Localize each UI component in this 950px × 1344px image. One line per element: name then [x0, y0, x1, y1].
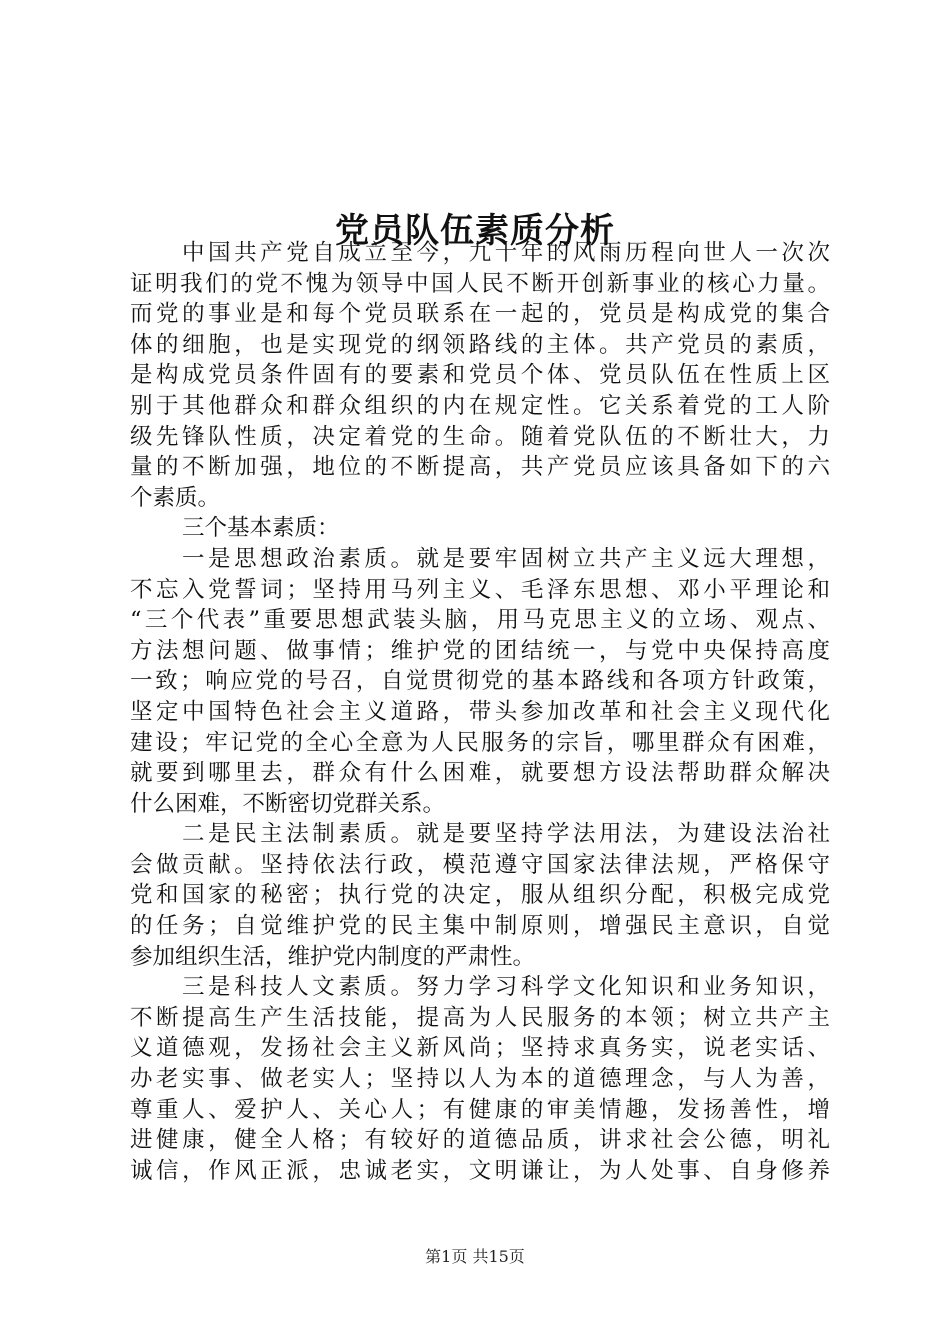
text-line: 方法想问题、做事情；维护党的团结统一，与党中央保持高度: [130, 637, 830, 664]
text-line: 党和国家的秘密；执行党的决定，服从组织分配，积极完成党: [130, 882, 830, 909]
text-line: 义道德观，发扬社会主义新风尚；坚持求真务实，说老实话、: [130, 1035, 830, 1062]
text-line: 会做贡献。坚持依法行政，模范遵守国家法律法规，严格保守: [130, 851, 830, 878]
text-line: 一是思想政治素质。就是要牢固树立共产主义远大理想，: [182, 545, 830, 572]
text-line: 量的不断加强，地位的不断提高，共产党员应该具备如下的六: [130, 454, 830, 481]
text-line: 建设；牢记党的全心全意为人民服务的宗旨，哪里群众有困难，: [130, 729, 830, 756]
page-title: 党员队伍素质分析: [335, 210, 615, 251]
text-line: 什么困难，不断密切党群关系。: [130, 790, 446, 817]
text-line: 是构成党员条件固有的要素和党员个体、党员队伍在性质上区: [130, 362, 830, 389]
text-line: 进健康，健全人格；有较好的道德品质，讲求社会公德，明礼: [130, 1127, 830, 1154]
document-body: [130, 238, 830, 1186]
text-line: “三个代表”重要思想武装头脑，用马克思主义的立场、观点、: [130, 607, 830, 634]
text-line: 参加组织生活，维护党内制度的严肃性。: [130, 943, 536, 970]
text-line: 一致；响应党的号召，自觉贯彻党的基本路线和各项方针政策，: [130, 668, 830, 695]
page-footer: 第1页 共15页: [425, 1247, 525, 1266]
text-line: 办老实事、做老实人；坚持以人为本的道德理念，与人为善，: [130, 1066, 830, 1093]
text-line: 别于其他群众和群众组织的内在规定性。它关系着党的工人阶: [130, 392, 830, 419]
text-line: 中国共产党自成立至今，九十年的风雨历程向世人一次次: [182, 240, 830, 266]
text-line: 不忘入党誓词；坚持用马列主义、毛泽东思想、邓小平理论和: [130, 576, 830, 603]
text-line: 坚定中国特色社会主义道路，带头参加改革和社会主义现代化: [130, 698, 830, 725]
text-line: 诚信，作风正派，忠诚老实，文明谦让，为人处事、自身修养: [130, 1157, 830, 1184]
text-line: 尊重人、爱护人、关心人；有健康的审美情趣，发扬善性，增: [130, 1096, 830, 1123]
text-line: 不断提高生产生活技能，提高为人民服务的本领；树立共产主: [130, 1004, 830, 1031]
text-line: 就要到哪里去，群众有什么困难，就要想方设法帮助群众解决: [130, 760, 830, 787]
text-line: 个素质。: [130, 484, 221, 511]
text-line: 体的细胞，也是实现党的纲领路线的主体。共产党员的素质，: [130, 331, 830, 358]
text-line: 三是科技人文素质。努力学习科学文化知识和业务知识，: [182, 974, 830, 1001]
text-line: 证明我们的党不愧为领导中国人民不断开创新事业的核心力量。: [130, 270, 830, 297]
text-line: 的任务；自觉维护党的民主集中制原则，增强民主意识，自觉: [130, 913, 830, 940]
text-line: 而党的事业是和每个党员联系在一起的，党员是构成党的集合: [130, 301, 830, 328]
text-line: 二是民主法制素质。就是要坚持学法用法，为建设法治社: [182, 821, 830, 848]
text-line: 级先锋队性质，决定着党的生命。随着党队伍的不断壮大，力: [130, 423, 830, 450]
text-line: 三个基本素质：: [182, 515, 340, 542]
